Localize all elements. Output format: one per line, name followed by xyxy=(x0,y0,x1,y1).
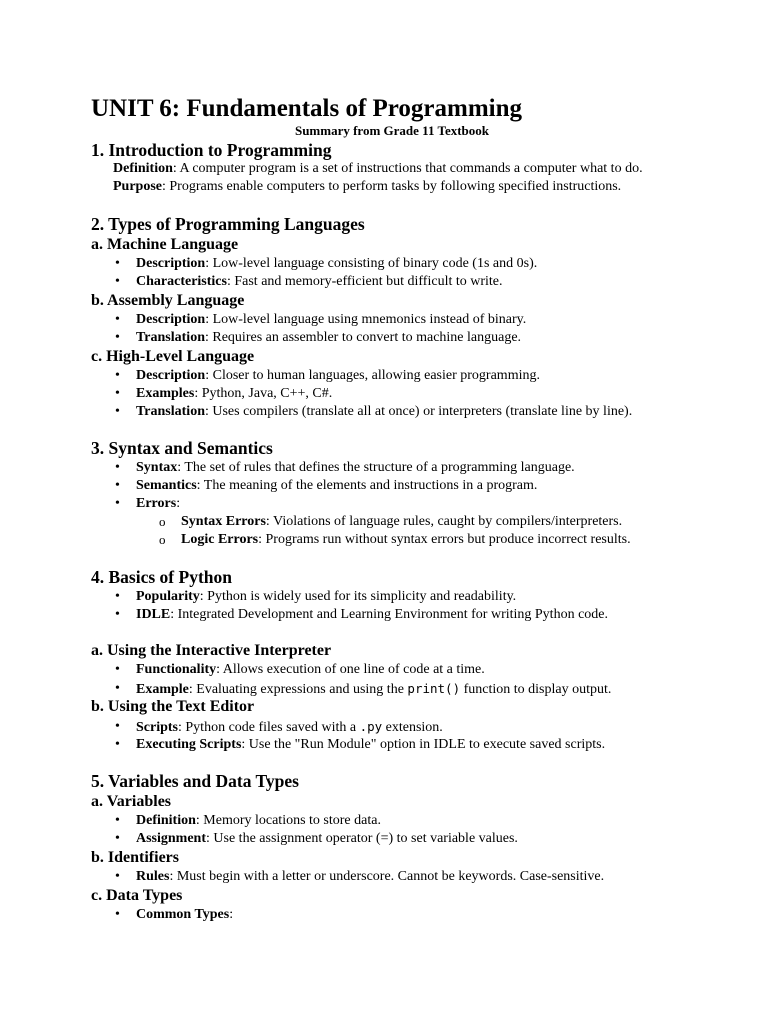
bullet-icon: • xyxy=(115,831,120,846)
list-item: Executing Scripts: Use the "Run Module" option in IDLE to execute saved scripts. xyxy=(136,737,606,752)
sub-list-item: Logic Errors: Programs run without syntax errors but produce incorrect results. xyxy=(181,532,631,547)
list-item: Characteristics: Fast and memory-efficient but difficult to write. xyxy=(136,274,503,289)
list-item: Functionality: Allows execution of one line of code at a time. xyxy=(136,662,485,677)
s1-purpose: Purpose: Programs enable computers to perform tasks by following specified instructions. xyxy=(113,179,622,194)
bullet-icon: • xyxy=(115,312,120,327)
section-3-heading: 3. Syntax and Semantics xyxy=(91,438,273,458)
term: Purpose xyxy=(113,179,162,194)
term: Definition xyxy=(113,161,173,176)
bullet-icon: • xyxy=(115,869,120,884)
list-item: Translation: Requires an assembler to convert to machine language. xyxy=(136,330,522,345)
s5b-heading: b. Identifiers xyxy=(91,849,179,866)
document-subtitle: Summary from Grade 11 Textbook xyxy=(294,123,490,138)
list-item: Syntax: The set of rules that defines the structure of a programming language. xyxy=(136,460,575,475)
s5a-heading: a. Variables xyxy=(91,793,172,810)
section-2-heading: 2. Types of Programming Languages xyxy=(91,214,365,234)
sub-bullet-icon: o xyxy=(159,532,166,547)
s4b-heading: b. Using the Text Editor xyxy=(91,698,255,715)
s1-definition: Definition: A computer program is a set of instructions that commands a computer what to do. xyxy=(113,161,643,176)
list-item: Definition: Memory locations to store data. xyxy=(136,813,381,828)
list-item: Semantics: The meaning of the elements and instructions in a program. xyxy=(136,478,538,493)
list-item: Examples: Python, Java, C++, C#. xyxy=(136,386,333,401)
s5c-heading: c. Data Types xyxy=(91,887,183,904)
s2c-heading: c. High-Level Language xyxy=(91,348,255,365)
list-item: Description: Low-level language consisting of binary code (1s and 0s). xyxy=(136,256,538,271)
bullet-icon: • xyxy=(115,681,120,696)
list-item: Description: Low-level language using mnemonics instead of binary. xyxy=(136,312,527,327)
list-item: Common Types: xyxy=(136,907,234,922)
list-item: Assignment: Use the assignment operator (=) to set variable values. xyxy=(136,831,518,846)
bullet-icon: • xyxy=(115,274,120,289)
list-item: Rules: Must begin with a letter or underscore. Cannot be keywords. Case-sensitive. xyxy=(136,869,605,884)
bullet-icon: • xyxy=(115,907,120,922)
bullet-icon: • xyxy=(115,813,120,828)
list-item: Description: Closer to human languages, allowing easier programming. xyxy=(136,368,540,383)
section-5-heading: 5. Variables and Data Types xyxy=(91,771,299,791)
list-item: IDLE: Integrated Development and Learning Environment for writing Python code. xyxy=(136,607,609,622)
bullet-icon: • xyxy=(115,256,120,271)
bullet-icon: • xyxy=(115,737,120,752)
bullet-icon: • xyxy=(115,404,120,419)
list-item: Popularity: Python is widely used for its simplicity and readability. xyxy=(136,589,517,604)
s2a-heading: a. Machine Language xyxy=(91,236,239,253)
bullet-icon: • xyxy=(115,589,120,604)
bullet-icon: • xyxy=(115,330,120,345)
sub-bullet-icon: o xyxy=(159,514,166,529)
sub-list-item: Syntax Errors: Violations of language rules, caught by compilers/interpreters. xyxy=(181,514,623,529)
document-title: UNIT 6: Fundamentals of Programming xyxy=(91,95,523,122)
list-item: Example: Evaluating expressions and using the print() function to display output. xyxy=(136,681,612,697)
section-4-heading: 4. Basics of Python xyxy=(91,567,232,587)
bullet-icon: • xyxy=(115,662,120,677)
list-item: Scripts: Python code files saved with a .py extension. xyxy=(136,719,443,735)
bullet-icon: • xyxy=(115,368,120,383)
list-item: Errors: xyxy=(136,496,181,511)
bullet-icon: • xyxy=(115,478,120,493)
list-item: Translation: Uses compilers (translate all at once) or interpreters (translate line by line). xyxy=(136,404,633,419)
bullet-icon: • xyxy=(115,607,120,622)
bullet-icon: • xyxy=(115,460,120,475)
bullet-icon: • xyxy=(115,719,120,734)
bullet-icon: • xyxy=(115,496,120,511)
s4a-heading: a. Using the Interactive Interpreter xyxy=(91,642,332,659)
bullet-icon: • xyxy=(115,386,120,401)
section-1-heading: 1. Introduction to Programming xyxy=(91,140,332,160)
s2b-heading: b. Assembly Language xyxy=(91,292,245,309)
